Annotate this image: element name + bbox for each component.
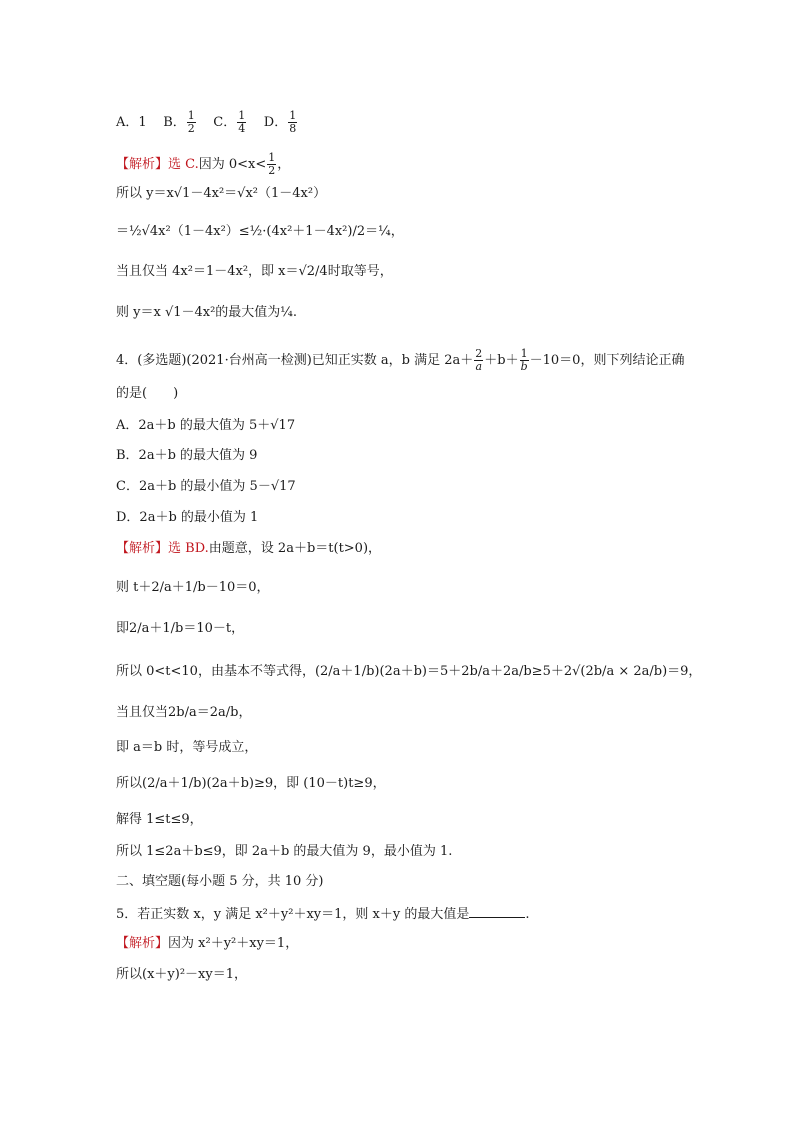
analysis-text: 因为 x²＋y²＋xy＝1， (168, 936, 299, 951)
q4-step-3: 即2/a＋1/b＝10－t， (116, 621, 245, 636)
q4-stem-cont: 的是( ) (116, 386, 179, 401)
q3-s1-frac: $\frac{1}{2}$ (268, 151, 276, 177)
q3-option-d-frac: $\frac{1}{8}$ (289, 109, 297, 135)
analysis-tag: 【解析】 (116, 541, 169, 556)
q3-step-4: 当且仅当 4x²＝1－4x²，即 x＝√2/4时取等号， (116, 264, 393, 279)
q4-option-a: A．2a＋b 的最大值为 5＋√17 (116, 418, 296, 433)
q3-option-a: A．1 (116, 115, 147, 130)
q4-step-7: 所以(2/a＋1/b)(2a＋b)≥9，即 (10－t)t≥9， (116, 776, 386, 791)
q3-step-2: 所以 y＝x√1－4x²＝√x²（1－4x²） (116, 186, 327, 201)
q4-stem-frac-2: $\frac{1}{b}$ (520, 347, 528, 373)
q4-step-6: 即 a＝b 时，等号成立， (116, 740, 258, 755)
q3-option-d-label: D． (263, 115, 288, 130)
analysis-text: 因为 0<x< (198, 157, 267, 172)
q5-analysis-line (116, 936, 298, 952)
q3-option-c-frac: $\frac{1}{4}$ (238, 109, 246, 135)
q3-option-b-frac: $\frac{1}{2}$ (187, 109, 195, 135)
q4-option-b: B．2a＋b 的最大值为 9 (116, 448, 258, 463)
q5-stem: 5．若正实数 x，y 满足 x²＋y²＋xy＝1，则 x＋y 的最大值是 . (116, 907, 530, 922)
q3-step-3: ＝½√4x²（1－4x²）≤½·(4x²＋1－4x²)/2＝¼， (116, 224, 404, 239)
q4-step-8: 解得 1≤t≤9， (116, 812, 203, 827)
q4-step-5: 当且仅当2b/a＝2a/b， (116, 705, 252, 720)
answer-blank[interactable] (469, 905, 525, 918)
q3-option-b-label: B． (163, 115, 186, 130)
q4-analysis-line (116, 541, 381, 557)
q4-stem-frac-1: $\frac{2}{a}$ (475, 347, 483, 373)
q3-step-5: 则 y＝x √1－4x²的最大值为¼. (116, 305, 298, 320)
q4-option-d: D．2a＋b 的最小值为 1 (116, 510, 259, 525)
q5-step-2: 所以(x＋y)²－xy＝1， (116, 967, 247, 982)
answer-text: 选 BD. (168, 541, 209, 556)
section-heading: 二、填空题(每小题 5 分，共 10 分) (116, 874, 324, 889)
answer-text: 选 C. (168, 157, 199, 172)
analysis-text: 由题意，设 2a＋b＝t(t>0)， (208, 541, 382, 556)
q3-analysis-line: 【解析】选 C.因为 0<x< $\frac{1}{2}$ ， (116, 151, 291, 177)
q4-step-4: 所以 0<t<10，由基本不等式得，(2/a＋1/b)(2a＋b)＝5＋2b/a＋2a/b≥5＋2√(2b/a × 2a/b)＝9， (116, 664, 702, 679)
q3-options (116, 110, 298, 135)
analysis-tag: 【解析】 (116, 936, 169, 951)
q3-option-c-label: C． (213, 115, 237, 130)
analysis-tag: 【解析】 (116, 157, 169, 172)
q4-option-c: C．2a＋b 的最小值为 5－√17 (116, 479, 296, 494)
q4-step-9: 所以 1≤2a＋b≤9，即 2a＋b 的最大值为 9，最小值为 1. (116, 844, 453, 859)
q4-step-2: 则 t＋2/a＋1/b－10＝0， (116, 580, 270, 595)
q4-stem: 4．(多选题)(2021·台州高一检测)已知正实数 a，b 满足 2a＋ $\frac{2}{a}$ ＋b＋ $\frac{1}{b}$ －10＝0，则下列结论正确 (116, 347, 685, 373)
